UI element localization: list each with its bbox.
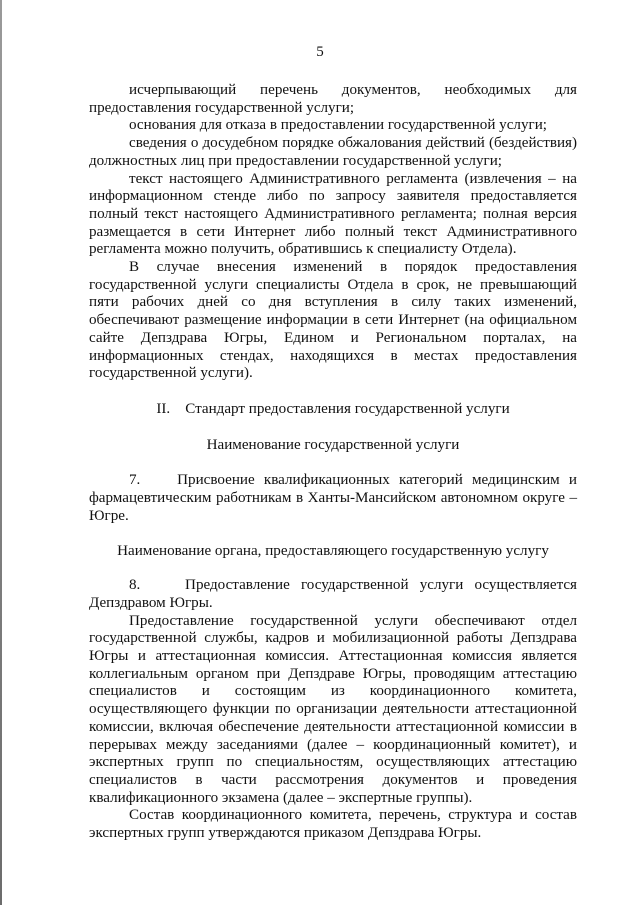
subsection-heading-service-name: Наименование государственной услуги — [206, 436, 460, 453]
document-body — [89, 82, 581, 843]
section-heading: II. Стандарт предоставления государственной услуги — [156, 400, 510, 417]
page-number: 5 — [316, 44, 324, 60]
paragraph-regulation-text: текст настоящего Административного регламента (извлечения – на информационном стенде либо по запросу заявителя предоставляется полный текст настоящего Административного регламента; полная версия размещается в сети Интернет либо полный текст Административного регламента можно получить, обратившись к специалисту Отдела). — [89, 170, 577, 258]
scan-edge — [0, 0, 2, 905]
paragraph-changes-publication: В случае внесения изменений в порядок предоставления государственной услуги специалисты Отдела в срок, не превышающий пяти рабочих дней со дня вступления в силу таких изменений, обеспечивают размещение информации в сети Интернет (на официальном сайте Депздрава Югры, Едином и Региональном порталах, на информационных стендах, находящихся в местах предоставления государственной услуги). — [89, 259, 577, 382]
paragraph-documents-list: исчерпывающий перечень документов, необходимых для предоставления государственной услуги; — [89, 82, 577, 116]
paragraph-composition: Состав координационного комитета, перечень, структура и состав экспертных групп утверждаются приказом Депздрава Югры. — [89, 807, 577, 842]
paragraph-commission: Предоставление государственной услуги обеспечивают отдел государственной службы, кадров и мобилизационной работы Депздрава Югры и аттестационная комиссия. Аттестационная комиссия является коллегиальным органом при Депздраве Югры, проводящим аттестацию специалистов и состоящим из координационного комитета, осуществляющего функции по организации деятельности аттестационной комиссии, включая обеспечение деятельности аттестационной комиссии в перерывах между заседаниями (далее – координационный комитет), и экспертных групп по специальностям, осуществляющих аттестацию специалистов в части рассмотрения документов и проведения квалификационного экзамена (далее – экспертные группы). — [89, 612, 577, 806]
paragraph-appeal-procedure: сведения о досудебном порядке обжалования действий (бездействия) должностных лиц при предоставлении государственной услуги; — [89, 135, 577, 169]
paragraph-7: 7. Присвоение квалификационных категорий медицинским и фармацевтическим работникам в Ханты-Мансийском автономном округе – Югре. — [89, 472, 581, 524]
subsection-heading-organ-name: Наименование органа, предоставляющего государственную услугу — [117, 543, 549, 560]
paragraph-refusal-grounds: основания для отказа в предоставлении государственной услуги; — [129, 117, 547, 134]
paragraph-8: 8. Предоставление государственной услуги осуществляется Депздравом Югры. — [89, 577, 581, 611]
